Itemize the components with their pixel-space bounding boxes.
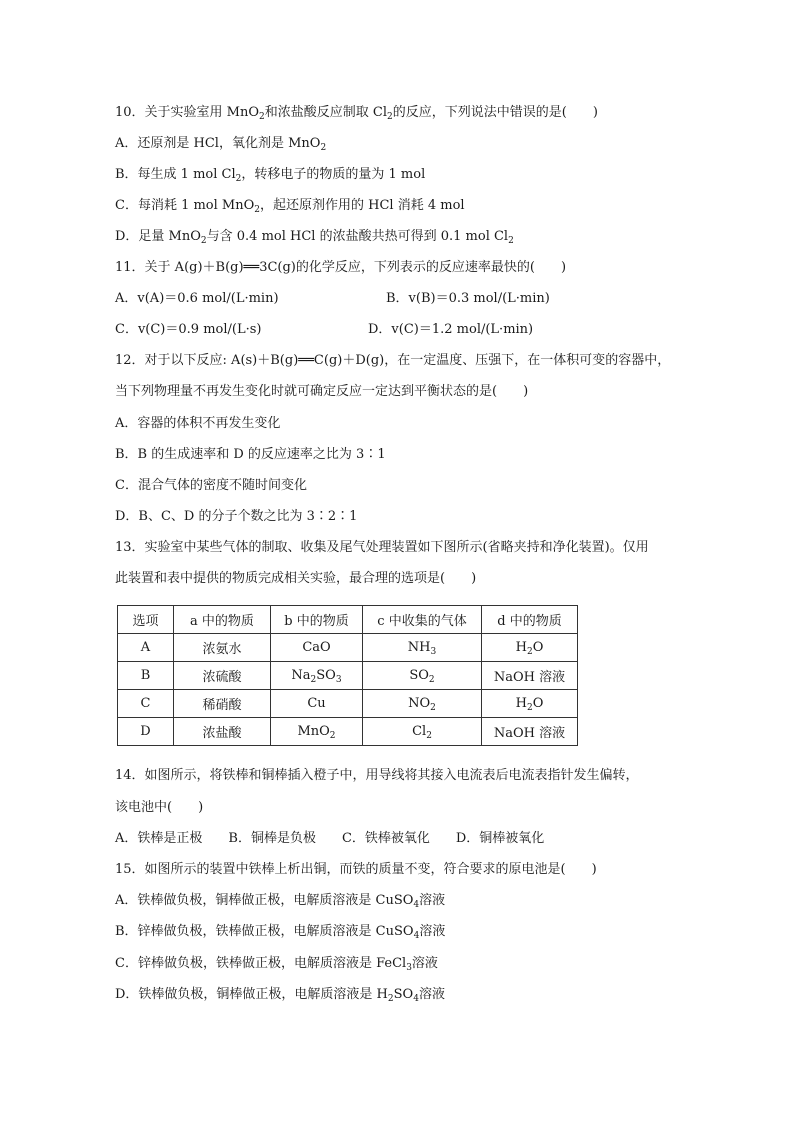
table-cell: $Cl_2$ bbox=[363, 718, 482, 746]
table-cell: MnO$_2$ bbox=[271, 718, 363, 746]
q10-option-b: B．每生成 1 mol $Cl_2$，转移电子的物质的量为 1 mol bbox=[115, 167, 426, 184]
q10-stem: 10．关于实验室用 MnO$_2$和浓盐酸反应制取 $Cl_2$的反应，下列说法中错误的是( ) bbox=[115, 105, 598, 122]
table-row bbox=[118, 662, 578, 690]
q10-option-d: D．足量 MnO$_2$与含 0.4 mol HCl 的浓盐酸共热可得到 0.1 mol $Cl_2$ bbox=[115, 229, 514, 246]
table-cell: NaOH 溶液 bbox=[482, 718, 578, 746]
table-cell: $NH_3$ bbox=[363, 634, 482, 662]
q15-option-a: A．铁棒做负极，铜棒做正极，电解质溶液是 CuSO$_4$溶液 bbox=[115, 893, 446, 910]
table-cell: CaO bbox=[271, 634, 363, 662]
table-cell: 浓硫酸 bbox=[174, 662, 271, 690]
q13-table bbox=[117, 605, 578, 746]
table-header-row bbox=[118, 606, 578, 634]
q10-option-a: A．还原剂是 HCl，氧化剂是 MnO$_2$ bbox=[115, 136, 327, 153]
table-cell: $SO_2$ bbox=[363, 662, 482, 690]
table-cell: Cu bbox=[271, 690, 363, 718]
q12-option-a: A．容器的体积不再发生变化 bbox=[115, 416, 281, 431]
table-row bbox=[118, 634, 578, 662]
q12-stem-line2: 当下列物理量不再发生变化时就可确定反应一定达到平衡状态的是( ) bbox=[115, 384, 529, 399]
q11-option-a: A．v(A)＝0.6 mol/(L·min) bbox=[115, 291, 279, 306]
table-cell: $NO_2$ bbox=[363, 690, 482, 718]
table-header-cell: d 中的物质 bbox=[482, 606, 578, 634]
table-cell: 浓氨水 bbox=[174, 634, 271, 662]
table-cell: $Na_2SO_3$ bbox=[271, 662, 363, 690]
q13-stem-line2: 此装置和表中提供的物质完成相关实验，最合理的选项是( ) bbox=[115, 571, 477, 586]
q11-option-b: B．v(B)＝0.3 mol/(L·min) bbox=[386, 291, 550, 306]
table-header-cell: c 中收集的气体 bbox=[363, 606, 482, 634]
q14-stem-line1: 14．如图所示，将铁棒和铜棒插入橙子中，用导线将其接入电流表后电流表指针发生偏转， bbox=[115, 768, 639, 783]
q11-option-d: D．v(C)＝1.2 mol/(L·min) bbox=[368, 322, 534, 337]
q14-stem-line2: 该电池中( ) bbox=[115, 800, 204, 815]
table-header-cell: 选项 bbox=[118, 606, 174, 634]
q11-stem: 11．关于 A(g)＋B(g)══3C(g)的化学反应，下列表示的反应速率最快的( ) bbox=[115, 260, 567, 275]
table-cell: NaOH 溶液 bbox=[482, 662, 578, 690]
table-row bbox=[118, 690, 578, 718]
q14-options: A．铁棒是正极 B．铜棒是负极 C．铁棒被氧化 D．铜棒被氧化 bbox=[115, 831, 545, 846]
table-cell: 浓盐酸 bbox=[174, 718, 271, 746]
table-header-cell: b 中的物质 bbox=[271, 606, 363, 634]
q13-stem-line1: 13．实验室中某些气体的制取、收集及尾气处理装置如下图所示(省略夹持和净化装置)。仅用 bbox=[115, 540, 649, 555]
table-cell: A bbox=[118, 634, 174, 662]
q10-option-c: C．每消耗 1 mol MnO$_2$，起还原剂作用的 HCl 消耗 4 mol bbox=[115, 198, 465, 215]
table-header-cell: a 中的物质 bbox=[174, 606, 271, 634]
table-cell: $H_2O$ bbox=[482, 690, 578, 718]
table-cell: D bbox=[118, 718, 174, 746]
table-cell: $H_2O$ bbox=[482, 634, 578, 662]
q15-option-d: D．铁棒做负极，铜棒做正极，电解质溶液是 $H_2SO_4$溶液 bbox=[115, 987, 445, 1004]
q15-option-c: C．锌棒做负极，铁棒做正极，电解质溶液是 FeCl$_3$溶液 bbox=[115, 956, 438, 973]
q15-stem: 15．如图所示的装置中铁棒上析出铜，而铁的质量不变，符合要求的原电池是( ) bbox=[115, 862, 597, 877]
q11-option-c: C．v(C)＝0.9 mol/(L·s) bbox=[115, 322, 262, 337]
table-cell: C bbox=[118, 690, 174, 718]
table-cell: 稀硝酸 bbox=[174, 690, 271, 718]
table-row bbox=[118, 718, 578, 746]
q15-option-b: B．锌棒做负极，铁棒做正极，电解质溶液是 CuSO$_4$溶液 bbox=[115, 924, 446, 941]
q12-option-d: D．B、C、D 的分子个数之比为 3∶2∶1 bbox=[115, 509, 358, 524]
q12-option-b: B．B 的生成速率和 D 的反应速率之比为 3∶1 bbox=[115, 447, 386, 462]
q12-stem-line1: 12．对于以下反应: A(s)＋B(g)══C(g)＋D(g)，在一定温度、压强下，在一体积可变的容器中， bbox=[115, 353, 671, 368]
table-cell: B bbox=[118, 662, 174, 690]
q12-option-c: C．混合气体的密度不随时间变化 bbox=[115, 478, 307, 493]
